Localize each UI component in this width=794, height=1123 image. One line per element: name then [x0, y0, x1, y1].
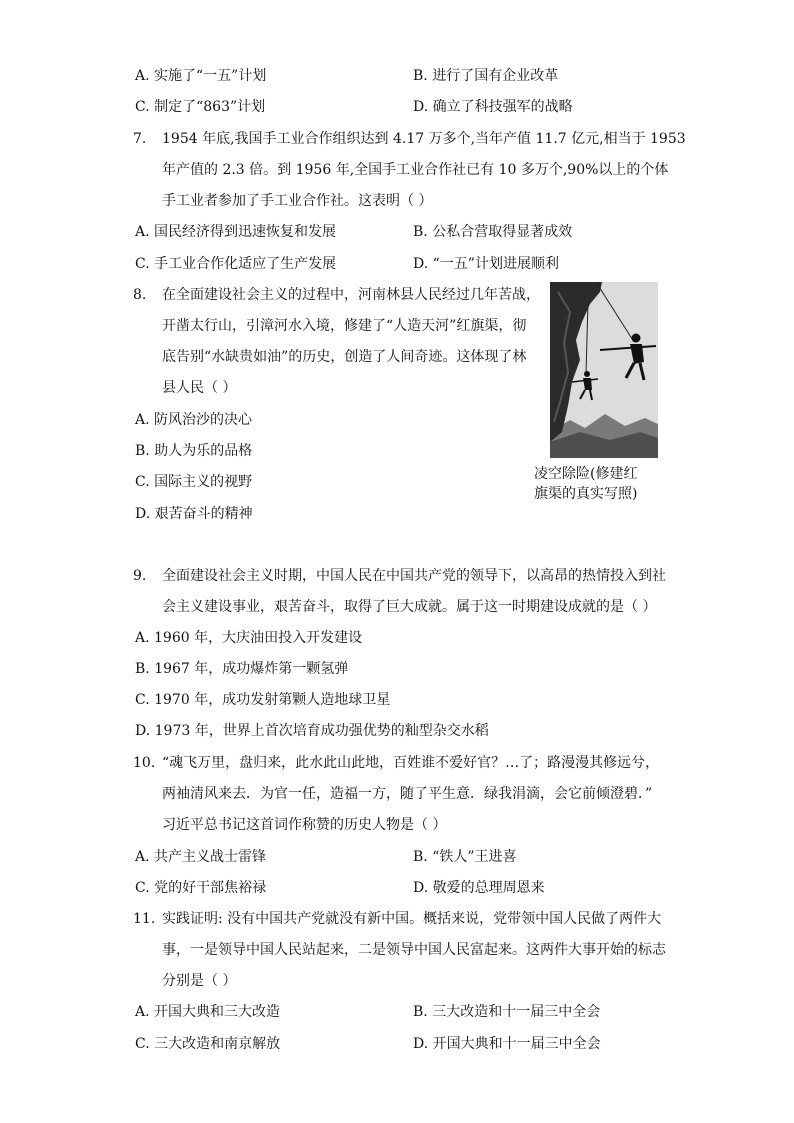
q8-option-c: C. 国际主义的视野 — [135, 474, 253, 490]
q10-stem-line-1: “魂飞万里，盘归来，此水此山此地，百姓谁不爱好官？…了；路漫漫其修远兮， — [162, 755, 660, 771]
q6-option-b: B. 进行了国有企业改革 — [413, 68, 559, 84]
q8-stem-line-1: 在全面建设社会主义的过程中，河南林县人民经过几年苦战， — [162, 287, 540, 303]
q10-stem-line-2: 两袖清风来去．为官一任，造福一方，随了平生意．绿我涓滴，会它前倾澄碧．” — [162, 786, 653, 802]
q10-option-d: D. 敬爱的总理周恩来 — [413, 880, 545, 896]
q7-option-b: B. 公私合营取得显著成效 — [413, 224, 573, 240]
cliff-workers-photo — [550, 282, 658, 458]
q10-option-c: C. 党的好干部焦裕禄 — [135, 880, 267, 896]
q10-option-b: B. “铁人”王进喜 — [413, 849, 517, 865]
q8-option-d: D. 艰苦奋斗的精神 — [135, 506, 253, 522]
q7-stem-line-3: 手工业者参加了手工业合作社。这表明（ ） — [162, 193, 433, 209]
q9-stem-line-2: 会主义建设事业，艰苦奋斗，取得了巨大成就。属于这一时期建设成就的是（ ） — [162, 599, 657, 615]
q11-stem-line-2: 事，一是领导中国人民站起来，二是领导中国人民富起来。这两件大事开始的标志 — [162, 942, 666, 958]
photo-caption-line-2: 旗渠的真实写照) — [534, 486, 638, 502]
q6-option-d: D. 确立了科技强军的战略 — [413, 99, 573, 115]
q11-option-c: C. 三大改造和南京解放 — [135, 1036, 281, 1052]
q7-stem-line-1: 1954 年底,我国手工业合作组织达到 4.17 万多个,当年产值 11.7 亿元,相当于 1953 — [162, 131, 686, 147]
q8-number: 8. — [133, 287, 147, 303]
q8-option-a: A. 防风治沙的决心 — [135, 412, 253, 428]
q11-stem-line-1: 实践证明: 没有中国共产党就没有新中国。概括来说，党带领中国人民做了两件大 — [162, 911, 662, 927]
photo-caption-line-1: 凌空除险(修建红 — [534, 466, 638, 482]
q11-option-b: B. 三大改造和十一届三中全会 — [413, 1004, 601, 1020]
q11-option-d: D. 开国大典和十一届三中全会 — [413, 1036, 601, 1052]
q8-stem-line-2: 开凿太行山，引漳河水入境，修建了“人造天河”红旗渠，彻 — [162, 318, 527, 334]
q9-number: 9. — [133, 568, 147, 584]
q11-stem-line-3: 分别是（ ） — [162, 973, 237, 989]
q11-number: 11. — [133, 911, 156, 927]
q6-option-a: A. 实施了“一五”计划 — [135, 68, 267, 84]
q8-stem-line-4: 县人民（ ） — [162, 380, 237, 396]
q7-option-a: A. 国民经济得到迅速恢复和发展 — [135, 224, 337, 240]
q7-stem-line-2: 年产值的 2.3 倍。到 1956 年,全国手工业合作社已有 10 多万个,90%以上的个体 — [162, 162, 669, 178]
q10-option-a: A. 共产主义战士雷锋 — [135, 849, 267, 865]
q8-option-b: B. 助人为乐的品格 — [135, 443, 253, 459]
q7-number: 7. — [133, 131, 147, 147]
q10-number: 10. — [133, 755, 156, 771]
q6-option-c: C. 制定了“863”计划 — [135, 99, 266, 115]
q9-stem-line-1: 全面建设社会主义时期，中国人民在中国共产党的领导下，以高昂的热情投入到社 — [162, 568, 666, 584]
q10-stem-line-3: 习近平总书记这首词作称赞的历史人物是（ ） — [162, 817, 447, 833]
q8-stem-line-3: 底告别“水缺贵如油”的历史，创造了人间奇迹。这体现了林 — [162, 349, 527, 365]
q7-option-d: D. “一五”计划进展顺利 — [413, 256, 559, 272]
q7-option-c: C. 手工业合作化适应了生产发展 — [135, 256, 337, 272]
q9-option-a: A. 1960 年，大庆油田投入开发建设 — [135, 630, 363, 646]
q9-option-c: C. 1970 年，成功发射第颗人造地球卫星 — [135, 692, 391, 708]
photo-caption — [534, 464, 674, 504]
q11-option-a: A. 开国大典和三大改造 — [135, 1004, 281, 1020]
q9-option-d: D. 1973 年，世界上首次培育成功强优势的籼型杂交水稻 — [135, 723, 489, 739]
q9-option-b: B. 1967 年，成功爆炸第一颗氢弹 — [135, 661, 349, 677]
